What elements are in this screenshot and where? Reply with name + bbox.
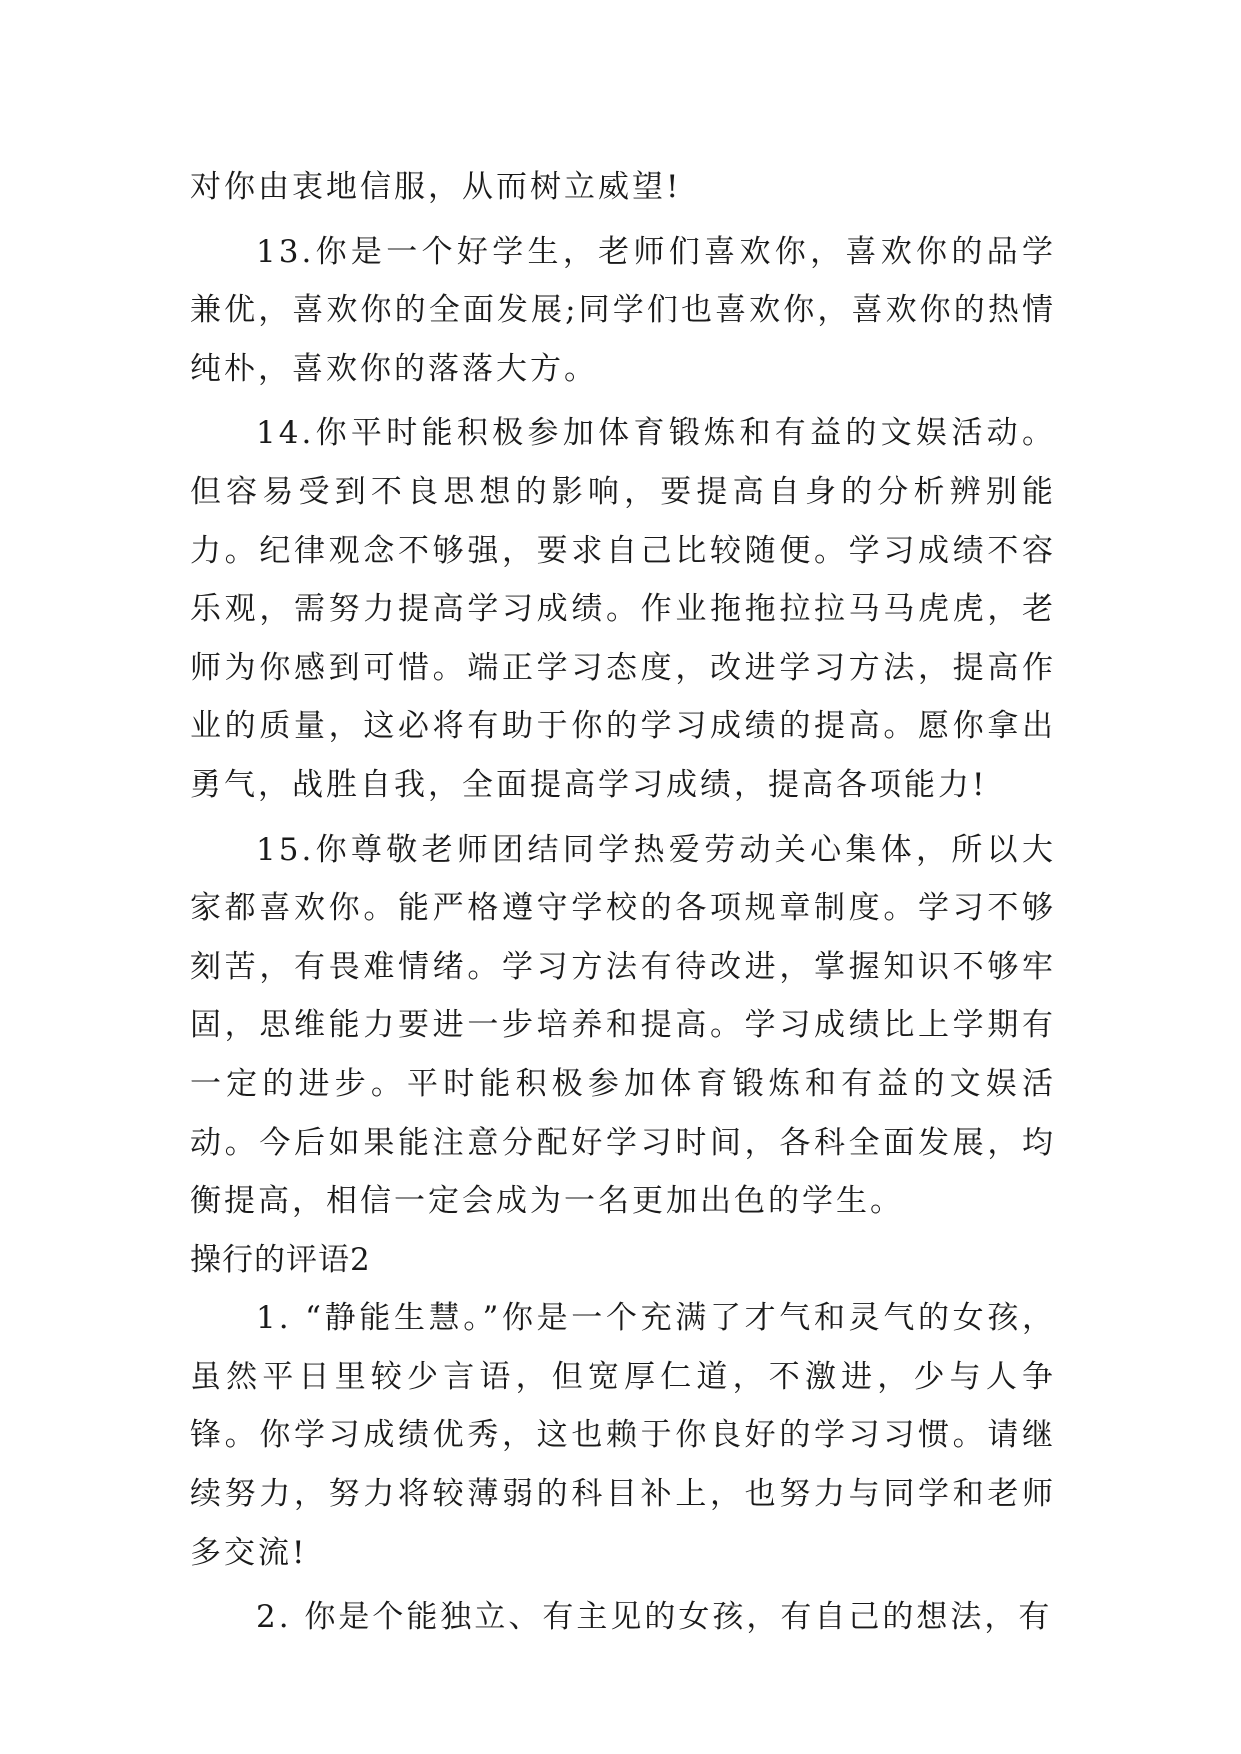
paragraph-continuation: 对你由衷地信服，从而树立威望! — [190, 169, 682, 205]
paragraph-item-15: 15.你尊敬老师团结同学热爱劳动关心集体，所以大家都喜欢你。能严格遵守学校的各项规章制度。学习不够刻苦，有畏难情绪。学习方法有待改进，掌握知识不够牢固，思维能力要进一步培养和提高。学习成绩比上学期有一定的进步。平时能积极参加体育锻炼和有益的文娱活动。今后如果能注意分配好学习时间，各科全面发展，均衡提高，相信一定会成为一名更加出色的学生。 — [190, 831, 1056, 1220]
paragraph-item-13: 13.你是一个好学生，老师们喜欢你，喜欢你的品学兼优，喜欢你的全面发展;同学们也喜欢你，喜欢你的热情纯朴，喜欢你的落落大方。 — [190, 233, 1056, 387]
section-heading: 操行的评语2 — [190, 1241, 371, 1278]
paragraph-item-14: 14.你平时能积极参加体育锻炼和有益的文娱活动。但容易受到不良思想的影响，要提高自身的分析辨别能力。纪律观念不够强，要求自己比较随便。学习成绩不容乐观，需努力提高学习成绩。作业拖拖拉拉马马虎虎，老师为你感到可惜。端正学习态度，改进学习方法，提高作业的质量，这必将有助于你的学习成绩的提高。愿你拿出勇气，战胜自我，全面提高学习成绩，提高各项能力! — [190, 415, 1056, 803]
paragraph-item-1: 1. “静能生慧。”你是一个充满了才气和灵气的女孩，虽然平日里较少言语，但宽厚仁道，不激进，少与人争锋。你学习成绩优秀，这也赖于你良好的学习习惯。请继续努力，努力将较薄弱的科目补上，也努力与同学和老师多交流! — [190, 1300, 1056, 1571]
document-body — [190, 158, 1056, 1647]
paragraph-item-2: 2. 你是个能独立、有主见的女孩，有自己的想法，有 — [256, 1599, 1053, 1636]
